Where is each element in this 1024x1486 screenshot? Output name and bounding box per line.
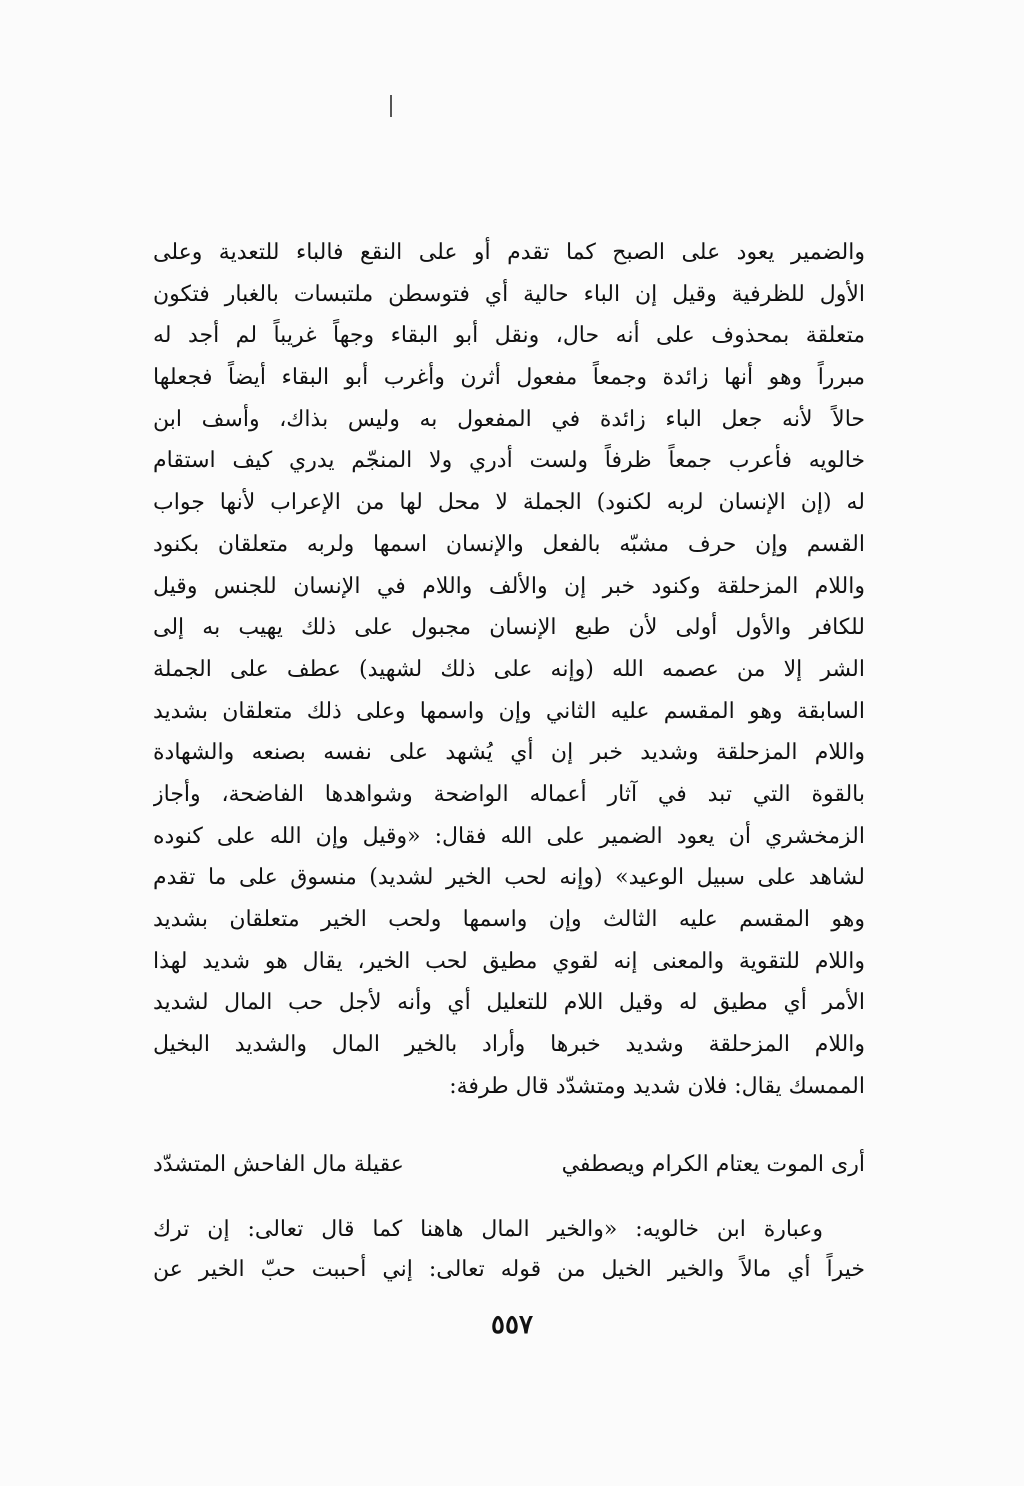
text-line: للكافر والأول أولى لأن طبع الإنسان مجبول على ذلك يهيب به إلى [153, 615, 865, 641]
text-line: وهو المقسم عليه الثالث وإن واسمها ولحب الخير متعلقان بشديد [153, 907, 865, 932]
continuation-text [153, 1210, 865, 1290]
text-line: واللام المزحلقة وشديد خبرها وأراد بالخير المال والشديد البخيل [153, 1032, 865, 1058]
text-line: له (إن الإنسان لربه لكنود) الجملة لا محل لها من الإعراب لأنها جواب [153, 490, 865, 516]
text-line: الزمخشري أن يعود الضمير على الله فقال: «وقيل وإن الله على كنوده [153, 823, 865, 849]
poetry-verse [153, 1144, 865, 1186]
text-line: بالقوة التي تبد في آثار أعماله الواضحة وشواهدها الفاضحة، وأجاز [153, 781, 865, 807]
text-line: الشر إلا من عصمه الله (وإنه على ذلك لشهيد) عطف على الجملة [153, 656, 865, 682]
text-line: الأمر أي مطيق له وقيل اللام للتعليل أي وأنه لأجل حب المال لشديد [153, 990, 865, 1016]
text-line: الممسك يقال: فلان شديد ومتشدّد قال طرفة: [449, 1073, 865, 1099]
body-text [153, 232, 865, 1107]
text-line: خيراً أي مالاً والخير الخيل من قوله تعالى: إني أحببت حبّ الخير عن [153, 1257, 865, 1282]
margin-mark [390, 95, 392, 117]
text-line: القسم وإن حرف مشبّه بالفعل والإنسان اسمها ولربه متعلقان بكنود [153, 531, 865, 557]
verse-first-hemistich: أرى الموت يعتام الكرام ويصطفي [561, 1152, 865, 1177]
text-line: وعبارة ابن خالويه: «والخير المال هاهنا كما قال تعالى: إن ترك [153, 1217, 823, 1242]
text-line: والضمير يعود على الصبح كما تقدم أو على النقع فالباء للتعدية وعلى [153, 240, 865, 265]
text-line: واللام المزحلقة وشديد خبر إن أي يُشهد على نفسه بصنعه والشهادة [153, 740, 865, 766]
text-line: الأول للظرفية وقيل إن الباء حالية أي فتوسطن ملتبسات بالغبار فتكون [153, 281, 865, 307]
text-line: لشاهد على سبيل الوعيد» (وإنه لحب الخير لشديد) منسوق على ما تقدم [153, 865, 865, 891]
text-line: مبرراً وهو أنها زائدة وجمعاً مفعول أثرن وأغرب أبو البقاء أيضاً فجعلها [153, 365, 865, 391]
text-line: واللام للتقوية والمعنى إنه لقوي مطيق لحب الخير، يقال هو شديد لهذا [153, 948, 865, 974]
verse-second-hemistich: عقيلة مال الفاحش المتشدّد [153, 1152, 404, 1177]
text-line: السابقة وهو المقسم عليه الثاني وإن واسمها وعلى ذلك متعلقان بشديد [153, 698, 865, 724]
text-line: حالاً لأنه جعل الباء زائدة في المفعول به وليس بذاك، وأسف ابن [153, 406, 865, 432]
page-number: ٥٥٧ [491, 1310, 533, 1340]
text-line: خالويه فأعرب جمعاً ظرفاً ولست أدري ولا المنجّم يدري كيف استقام [153, 448, 865, 474]
text-line: متعلقة بمحذوف على أنه حال، ونقل أبو البقاء وجهاً غريباً لم أجد له [153, 323, 865, 349]
text-line: واللام المزحلقة وكنود خبر إن والألف واللام في الإنسان للجنس وقيل [153, 573, 865, 599]
